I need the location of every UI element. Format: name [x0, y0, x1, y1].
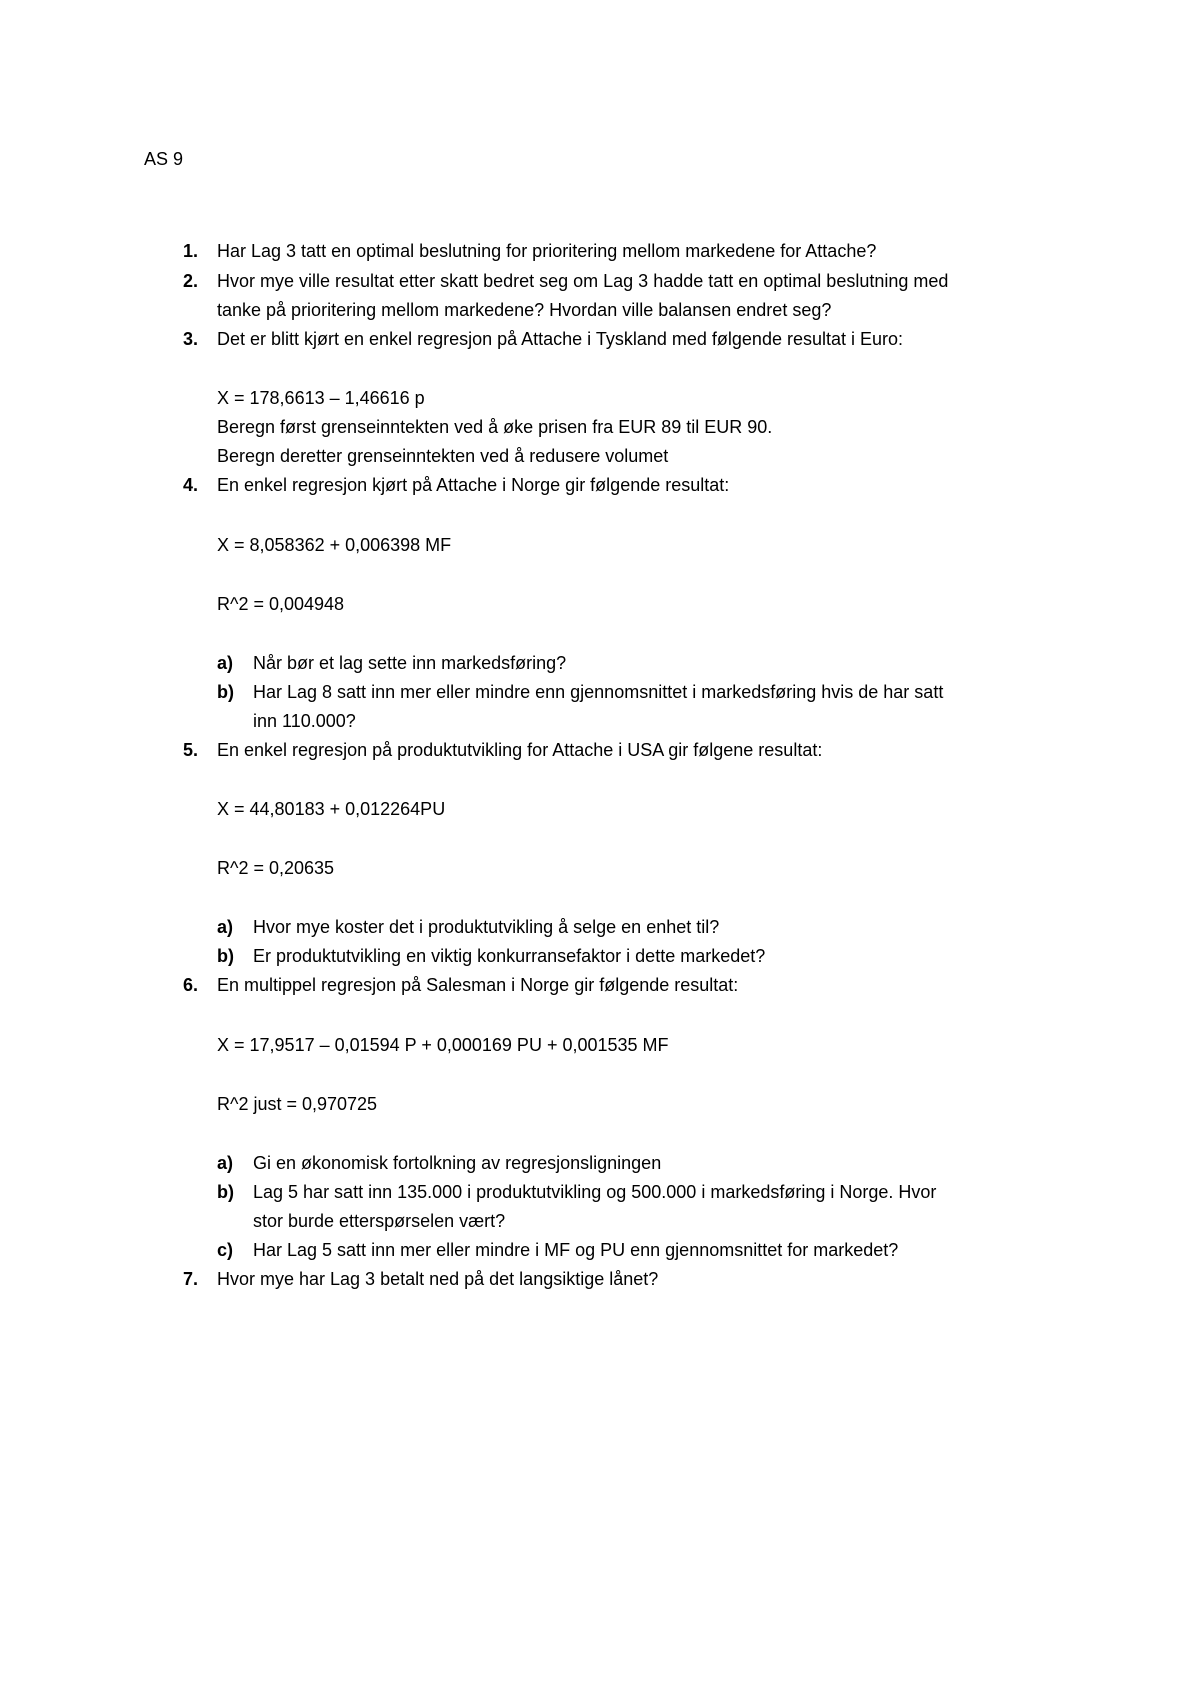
question-1-text: Har Lag 3 tatt en optimal beslutning for prioritering mellom markedene for Attache?	[217, 241, 877, 261]
document-title: AS 9	[144, 149, 184, 169]
question-5-number: 5.	[182, 740, 198, 760]
question-5-text: En enkel regresjon på produktutvikling for Attache i USA gir følgene resultat:	[217, 740, 823, 760]
question-4-number: 4.	[182, 475, 198, 495]
question-6b-letter: b)	[217, 1182, 234, 1202]
question-6-equation: X = 17,9517 – 0,01594 P + 0,000169 PU + 0,001535 MF	[217, 1035, 669, 1055]
question-3-instruction-2: Beregn deretter grenseinntekten ved å redusere volumet	[217, 446, 669, 466]
question-2-text-line-1: Hvor mye ville resultat etter skatt bedret seg om Lag 3 hadde tatt en optimal beslutning med	[217, 271, 949, 291]
question-1-number: 1.	[182, 241, 198, 261]
question-6-number: 6.	[182, 975, 198, 995]
question-4-equation: X = 8,058362 + 0,006398 MF	[217, 535, 452, 555]
question-4-r-squared: R^2 = 0,004948	[217, 594, 345, 614]
question-7-number: 7.	[182, 1269, 198, 1289]
question-4b-letter: b)	[217, 682, 234, 702]
question-6b-text-line-2: stor burde etterspørselen vært?	[253, 1211, 506, 1231]
question-6-r-squared: R^2 just = 0,970725	[217, 1094, 378, 1114]
question-6-text: En multippel regresjon på Salesman i Norge gir følgende resultat:	[217, 975, 739, 995]
question-6c-letter: c)	[217, 1240, 234, 1260]
question-5a-text: Hvor mye koster det i produktutvikling å selge en enhet til?	[253, 917, 720, 937]
question-3-equation: X = 178,6613 – 1,46616 p	[217, 388, 425, 408]
question-4a-text: Når bør et lag sette inn markedsføring?	[253, 653, 567, 673]
question-5b-text: Er produktutvikling en viktig konkurransefaktor i dette markedet?	[253, 946, 766, 966]
question-4-text: En enkel regresjon kjørt på Attache i Norge gir følgende resultat:	[217, 475, 730, 495]
question-5-equation: X = 44,80183 + 0,012264PU	[217, 799, 446, 819]
question-2-number: 2.	[182, 271, 198, 291]
question-3-number: 3.	[182, 329, 198, 349]
question-6a-letter: a)	[217, 1153, 234, 1173]
question-4b-text-line-1: Har Lag 8 satt inn mer eller mindre enn gjennomsnittet i markedsføring hvis de har satt	[253, 682, 944, 702]
question-5a-letter: a)	[217, 917, 234, 937]
question-3-text: Det er blitt kjørt en enkel regresjon på Attache i Tyskland med følgende resultat i Euro:	[217, 329, 904, 349]
question-6b-text-line-1: Lag 5 har satt inn 135.000 i produktutvikling og 500.000 i markedsføring i Norge. Hvor	[253, 1182, 937, 1202]
question-5b-letter: b)	[217, 946, 234, 966]
question-7-text: Hvor mye har Lag 3 betalt ned på det langsiktige lånet?	[217, 1269, 659, 1289]
question-2-text-line-2: tanke på prioritering mellom markedene? Hvordan ville balansen endret seg?	[217, 300, 832, 320]
question-3-instruction-1: Beregn først grenseinntekten ved å øke prisen fra EUR 89 til EUR 90.	[217, 417, 773, 437]
question-5-r-squared: R^2 = 0,20635	[217, 858, 335, 878]
question-6a-text: Gi en økonomisk fortolkning av regresjonsligningen	[253, 1153, 662, 1173]
question-4b-text-line-2: inn 110.000?	[253, 711, 356, 731]
question-4a-letter: a)	[217, 653, 234, 673]
question-6c-text: Har Lag 5 satt inn mer eller mindre i MF og PU enn gjennomsnittet for markedet?	[253, 1240, 899, 1260]
